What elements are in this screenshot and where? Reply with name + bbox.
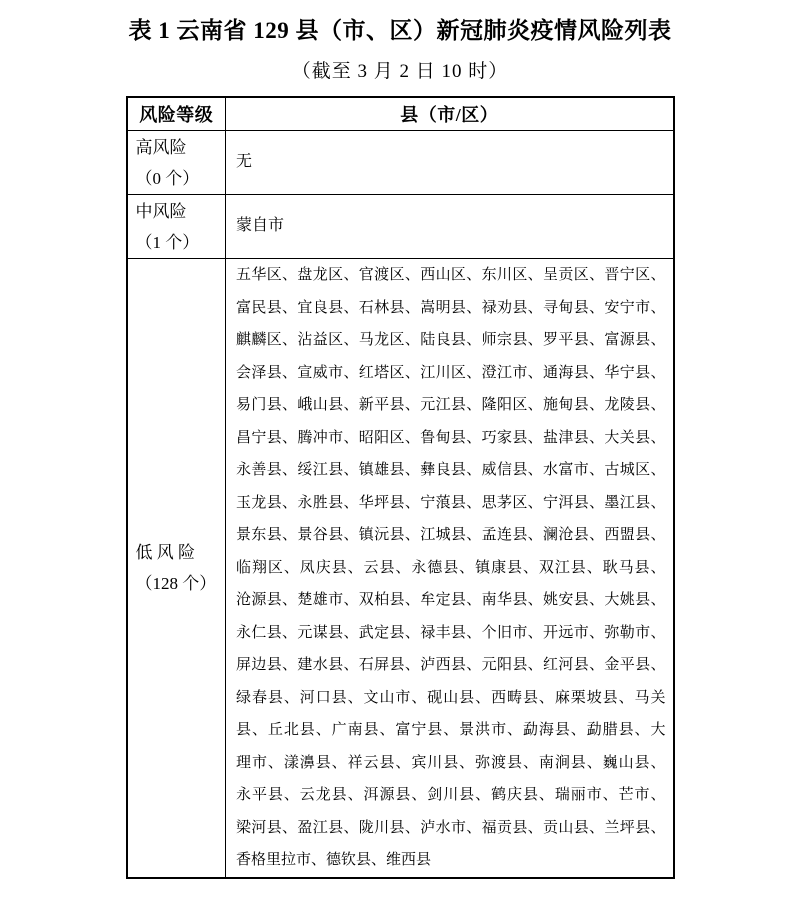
county-line: 永仁县、元谋县、武定县、禄丰县、个旧市、开远市、弥勒市、: [236, 624, 666, 641]
table-row-high-risk: [127, 131, 674, 195]
page-title: 表 1 云南省 129 县（市、区）新冠肺炎疫情风险列表: [128, 18, 672, 43]
low-risk-count: （128 个）: [135, 574, 217, 593]
county-line: 景东县、景谷县、镇沅县、江城县、孟连县、澜沧县、西盟县、: [236, 527, 666, 544]
risk-level-table: [126, 96, 675, 879]
county-line: 会泽县、宣威市、红塔区、江川区、澄江市、通海县、华宁县、: [236, 364, 666, 381]
table-row-low-risk: [127, 259, 674, 879]
high-risk-label: 高风险: [135, 137, 187, 157]
table-row-medium-risk: [127, 195, 674, 259]
county-line: 县、丘北县、广南县、富宁县、景洪市、勐海县、勐腊县、大: [236, 722, 666, 739]
low-risk-level-cell: [127, 259, 226, 879]
county-line: 永善县、绥江县、镇雄县、彝良县、威信县、水富市、古城区、: [236, 462, 666, 479]
high-risk-counties-cell: [226, 131, 674, 195]
county-line: 沧源县、楚雄市、双柏县、牟定县、南华县、姚安县、大姚县、: [236, 592, 666, 609]
page-subtitle: （截至 3 月 2 日 10 时）: [291, 61, 509, 82]
high-risk-count: （0 个）: [135, 168, 200, 188]
county-line: 富民县、宜良县、石林县、嵩明县、禄劝县、寻甸县、安宁市、: [236, 299, 666, 316]
county-line: 梁河县、盈江县、陇川县、泸水市、福贡县、贡山县、兰坪县、: [236, 819, 666, 836]
medium-risk-counties-cell: [226, 195, 674, 259]
county-line: 麒麟区、沾益区、马龙区、陆良县、师宗县、罗平县、富源县、: [236, 332, 666, 349]
table-header-row: [127, 97, 674, 131]
low-risk-counties-cell: [226, 259, 674, 879]
low-risk-label: 低 风 险: [135, 543, 195, 562]
medium-risk-label: 中风险: [135, 201, 187, 221]
medium-risk-count: （1 个）: [135, 232, 200, 252]
header-risk-level: 风险等级: [127, 97, 226, 131]
county-line: 香格里拉市、德钦县、维西县: [236, 852, 432, 869]
county-line: 易门县、峨山县、新平县、元江县、隆阳区、施甸县、龙陵县、: [236, 397, 666, 414]
county-line: 理市、漾濞县、祥云县、宾川县、弥渡县、南涧县、巍山县、: [236, 754, 666, 771]
medium-risk-level-cell: [127, 195, 226, 259]
county-line: 无: [236, 153, 253, 171]
header-county: 县（市/区）: [226, 97, 674, 131]
county-line: 昌宁县、腾冲市、昭阳区、鲁甸县、巧家县、盐津县、大关县、: [236, 429, 666, 446]
county-line: 蒙自市: [236, 217, 285, 235]
county-line: 五华区、盘龙区、官渡区、西山区、东川区、呈贡区、晋宁区、: [236, 267, 666, 284]
county-line: 屏边县、建水县、石屏县、泸西县、元阳县、红河县、金平县、: [236, 657, 666, 674]
county-line: 永平县、云龙县、洱源县、剑川县、鹤庆县、瑞丽市、芒市、: [236, 787, 666, 804]
county-line: 临翔区、凤庆县、云县、永德县、镇康县、双江县、耿马县、: [236, 559, 666, 576]
high-risk-level-cell: [127, 131, 226, 195]
county-line: 玉龙县、永胜县、华坪县、宁蒗县、思茅区、宁洱县、墨江县、: [236, 494, 666, 511]
county-line: 绿春县、河口县、文山市、砚山县、西畴县、麻栗坡县、马关: [236, 689, 666, 706]
